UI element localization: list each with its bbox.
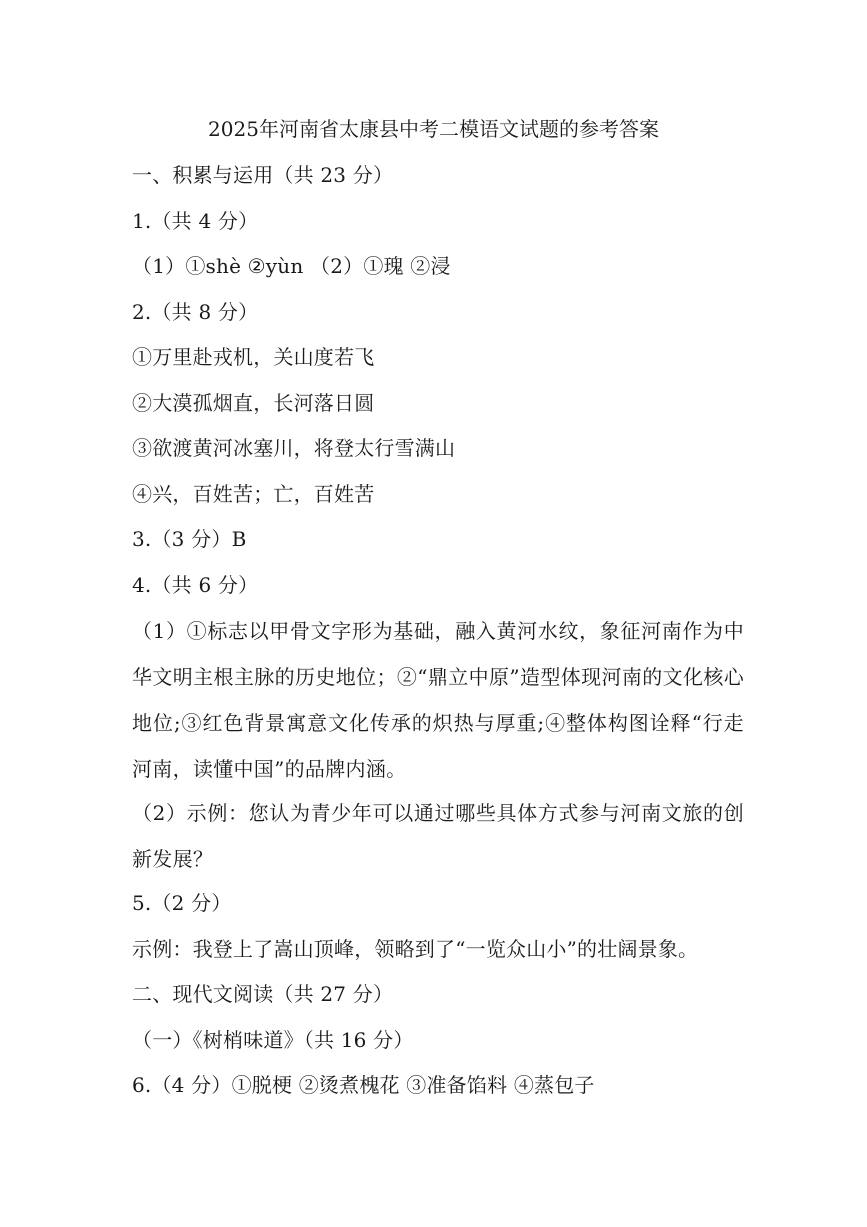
question-3-answer: 3.（3 分）B <box>132 527 247 551</box>
question-2-answer-3: ③欲渡黄河冰塞川，将登太行雪满山 <box>132 436 456 460</box>
question-2-answer-1: ①万里赴戎机，关山度若飞 <box>132 345 375 369</box>
question-1-answer: （1）①shè ②yùn （2）①瑰 ②浸 <box>132 254 451 278</box>
question-5-heading: 5.（2 分） <box>132 891 232 915</box>
question-2-answer-4: ④兴，百姓苦；亡，百姓苦 <box>132 482 375 506</box>
question-2-heading: 2.（共 8 分） <box>132 300 259 324</box>
question-4-heading: 4.（共 6 分） <box>132 573 259 597</box>
question-5-answer: 示例：我登上了嵩山顶峰，领略到了“一览众山小”的壮阔景象。 <box>132 937 699 961</box>
question-4-answer-1: （1）①标志以甲骨文字形为基础，融入黄河水纹，象征河南作为中华文明主根主脉的历史地位；②“鼎立中原”造型体现河南的文化核心地位;③红色背景寓意文化传承的炽热与厚重;④整体构图诠释“行走河南，读懂中国”的品牌内涵。 <box>132 619 744 781</box>
section-1-heading: 一、积累与运用（共 23 分） <box>132 163 394 187</box>
document-title: 2025年河南省太康县中考二模语文试题的参考答案 <box>208 117 659 141</box>
section-2-heading: 二、现代文阅读（共 27 分） <box>132 982 394 1006</box>
question-2-answer-2: ②大漠孤烟直，长河落日圆 <box>132 391 375 415</box>
question-4-answer-2: （2）示例：您认为青少年可以通过哪些具体方式参与河南文旅的创新发展？ <box>132 801 744 871</box>
question-1-heading: 1.（共 4 分） <box>132 209 259 233</box>
question-6-answer: 6.（4 分）①脱梗 ②烫煮槐花 ③准备馅料 ④蒸包子 <box>132 1073 595 1097</box>
subsection-1-heading: （一）《树梢味道》（共 16 分） <box>132 1028 414 1052</box>
